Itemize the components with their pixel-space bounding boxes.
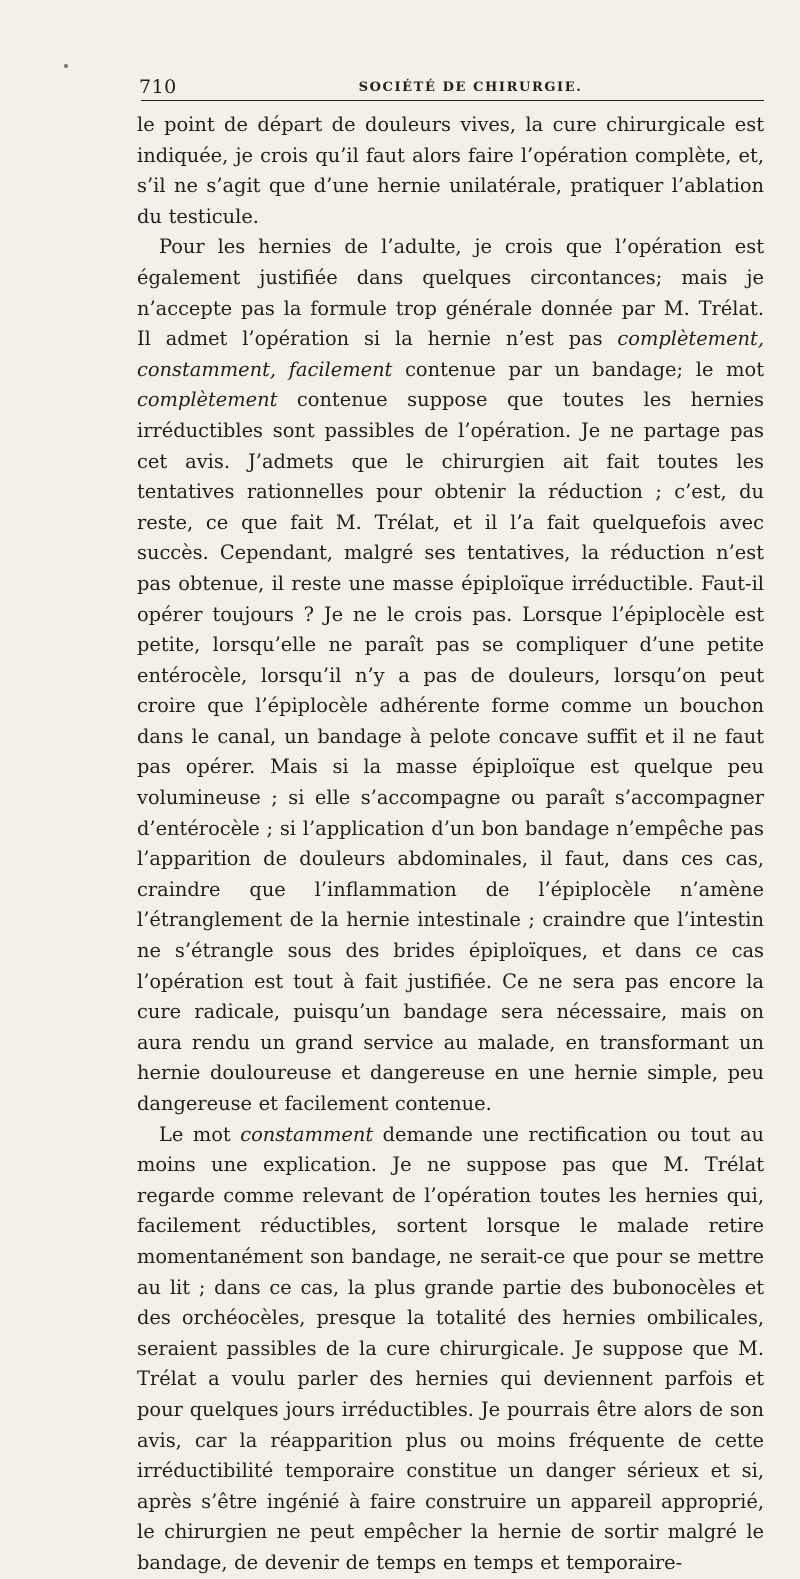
header-rule — [141, 100, 764, 101]
text-segment: contenue suppose que toutes les hernies irréductibles sont passibles de l’opération. Je ne partage pas cet avis. J’admets que le chirurgien ait fait toutes les tentatives rationnelles pour obtenir la réduction ; c’est, du reste, ce que fait M. Trélat, et il l’a fait quelquefois avec succès. Cependant, malgré ses tentatives, la réduction n’est pas obtenue, il reste une masse épiploïque irréductible. Faut-il opérer toujours ? Je ne le crois pas. Lorsque l’épiplocèle est petite, lorsqu’elle ne paraît pas se compliquer d’une petite entérocèle, lorsqu’il n’y a pas de douleurs, lorsqu’on peut croire que l’épiplocèle adhérente forme comme un bouchon dans le canal, un bandage à pelote concave suffit et il ne faut pas opérer. Mais si la masse épiploïque est quelque peu volumineuse ; si elle s’accompagne ou paraît s’accompagner d’entérocèle ; si l’application d’un bon bandage n’empêche pas l’apparition de douleurs abdominales, il faut, dans ces cas, craindre que l’inflammation de l’épiplocèle n’amène l’étranglement de la hernie intestinale ; craindre que l’intestin ne s’étrangle sous des brides épiploïques, et dans ce cas l’opération est tout à fait justifiée. Ce ne sera pas encore la cure radicale, puisqu’un bandage sera nécessaire, mais on aura rendu un grand service au malade, en transformant un hernie douloureuse et dangereuse en une hernie simple, peu dangereuse et facilement contenue. — [137, 388, 764, 1115]
italic-text-segment: constamment — [240, 1122, 374, 1146]
text-segment: demande une rectification ou tout au moins une explication. Je ne suppose pas que M. Trélat regarde comme relevant de l’opération toutes les hernies qui, facilement réductibles, sortent lorsque le malade retire momentanément son bandage, ne serait-ce que pour se mettre au lit ; dans ce cas, la plus grande partie des bubonocèles et des orchéocèles, presque la totalité des hernies ombilicales, seraient passibles de la cure chirurgicale. Je suppose que M. Trélat a voulu parler des hernies qui deviennent parfois et pour quelques jours irréductibles. Je pourrais être alors de son avis, car la réapparition plus ou moins fréquente de cette irréductibilité temporaire constitue un danger sérieux et si, après s’être ingénié à faire construire un appareil approprié, le chirurgien ne peut empêcher la hernie de sortir malgré le bandage, de devenir de temps en temps et temporaire- — [137, 1122, 764, 1574]
margin-mark — [64, 64, 68, 68]
body-text — [137, 110, 764, 1579]
text-segment: le point de départ de douleurs vives, la cure chirurgicale est indiquée, je crois qu’il faut alors faire l’opération complète, et, s’il ne s’agit que d’une hernie unilatérale, pratiquer l’ablation du testicule. — [137, 113, 764, 228]
text-segment: Le mot — [159, 1122, 241, 1146]
paragraph — [137, 110, 764, 232]
italic-text-segment: complètement, constamment, facilement — [137, 327, 764, 381]
italic-text-segment: complètement — [137, 388, 278, 412]
page-header — [137, 66, 764, 100]
text-segment: contenue par un bandage; le mot — [392, 357, 764, 381]
paragraph — [137, 1120, 764, 1579]
paragraph — [137, 232, 764, 1119]
text-segment: Pour les hernies de l’adulte, je crois que l’opération est également justifiée dans quelques circontances; mais je n’accepte pas la formule trop générale donnée par M. Trélat. Il admet l’opération si la hernie n’est pas — [137, 235, 764, 351]
running-title: SOCIÉTÉ DE CHIRURGIE. — [358, 80, 583, 95]
page-number: 710 — [139, 76, 177, 98]
